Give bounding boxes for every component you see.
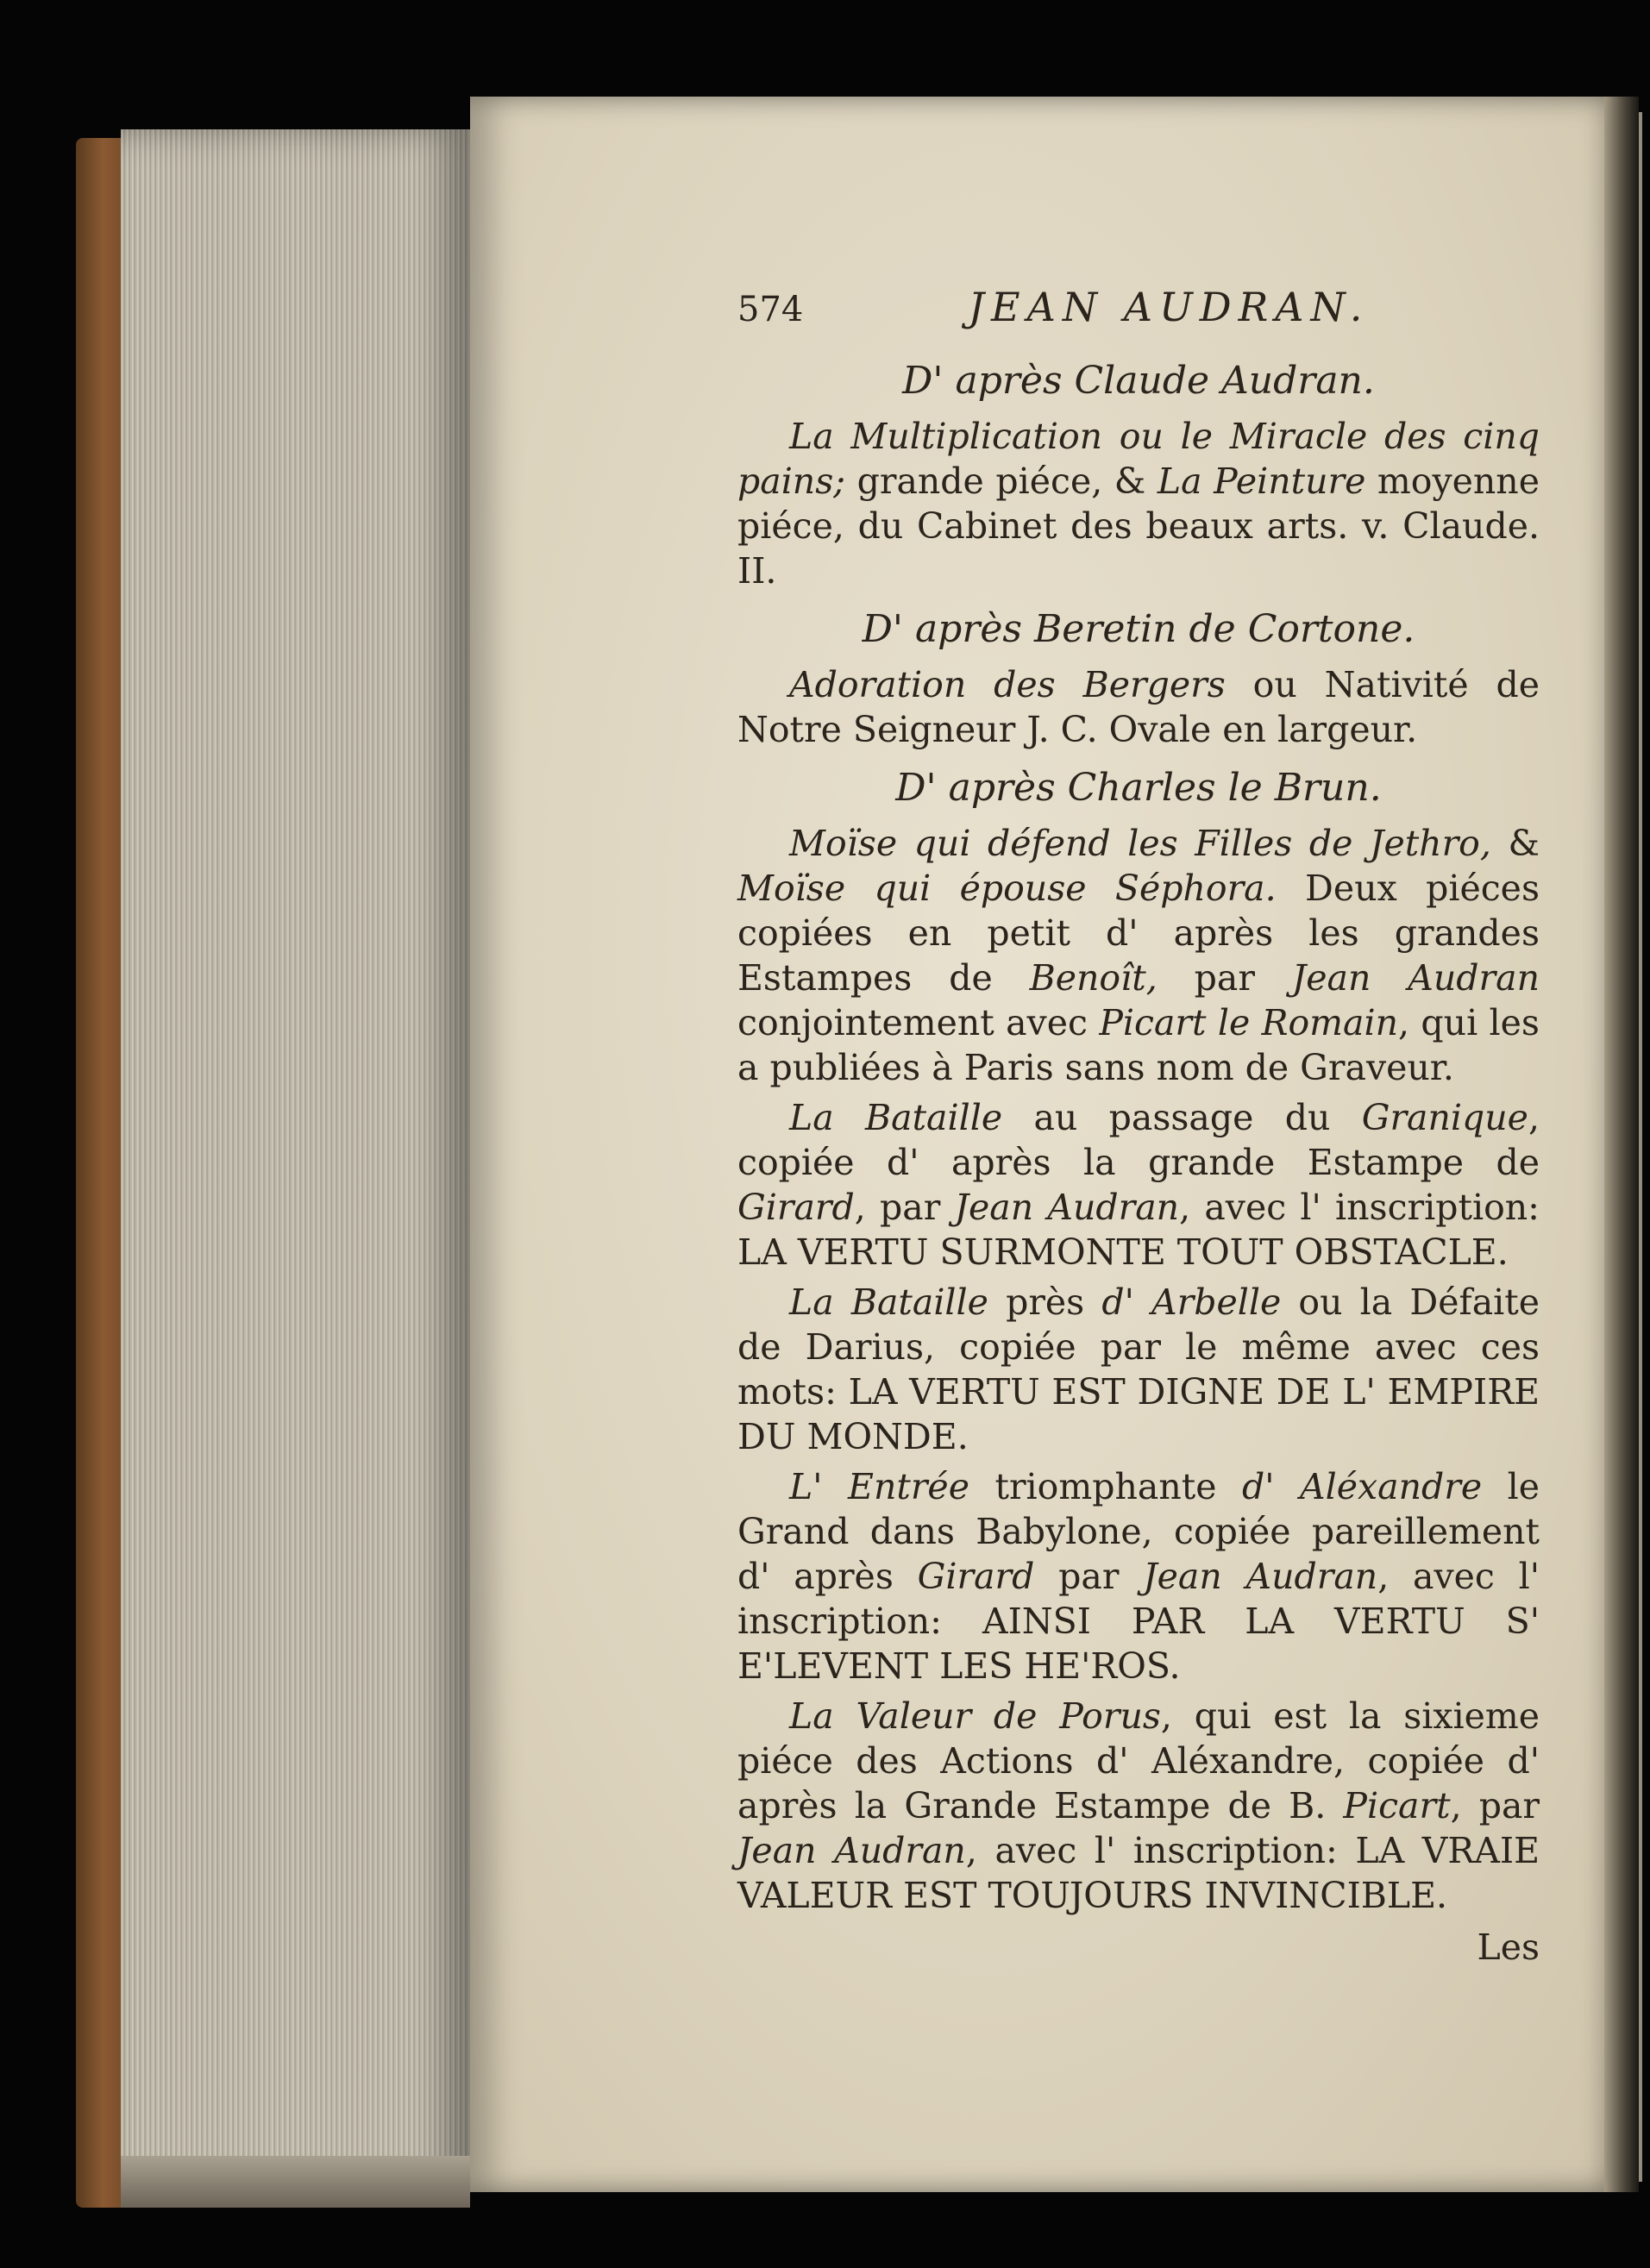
text-run: , qui les a publiées à Paris sans nom de Graveur. [737, 1002, 1540, 1088]
text-run: , avec l' inscription: LA VERTU SURMONTE TOUT OBSTACLE. [737, 1187, 1540, 1273]
section-heading: D' après Beretin de Cortone. [862, 607, 1415, 651]
entry-paragraph [737, 821, 1540, 1090]
text-run: Deux piéces copiées en petit d' après les grandes Estampes de [737, 868, 1540, 999]
text-run: , copiée d' après la grande Estampe de [737, 1097, 1540, 1183]
text-run: grande piéce, & [845, 460, 1158, 502]
italic-run: Picart [1343, 1785, 1451, 1826]
italic-run: Jean Audran [954, 1187, 1180, 1228]
text-run: , avec l' inscription: AINSI PAR LA VERTU S' E'LEVENT LES HE'ROS. [737, 1556, 1540, 1687]
text-run: moyenne piéce, du Cabinet des beaux arts. v. Claude. II. [737, 460, 1540, 592]
text-run: , avec l' inscription: LA VRAIE VALEUR EST TOUJOURS INVINCIBLE. [737, 1830, 1540, 1916]
italic-run: La Bataille [789, 1097, 1003, 1138]
catchword: Les [1477, 1927, 1540, 1968]
italic-run: Adoration des Bergers [789, 664, 1226, 705]
italic-run: La Valeur de Porus [789, 1695, 1161, 1737]
running-head [737, 285, 1540, 345]
text-run: près [988, 1281, 1102, 1323]
book-gutter [1604, 97, 1639, 2192]
text-run: par [1034, 1556, 1144, 1597]
entry-paragraph [737, 1095, 1540, 1275]
italic-run: Jean Audran [1291, 957, 1540, 999]
italic-run: La Multiplication ou le Miracle des cinq pains; [737, 416, 1540, 502]
italic-run: Picart le Romain [1099, 1002, 1399, 1043]
italic-run: Benoît, [1029, 957, 1158, 999]
text-run: ou la Défaite de Darius, copiée par le même avec ces mots: LA VERTU EST DIGNE DE L' EMPIRE DU MONDE. [737, 1281, 1540, 1457]
section-heading: D' après Claude Audran. [902, 359, 1375, 403]
italic-run: La Bataille [789, 1281, 988, 1323]
italic-run: La Peinture [1157, 460, 1366, 502]
entry-paragraph [737, 662, 1540, 752]
italic-run: Girard [917, 1556, 1035, 1597]
text-run: le Grand dans Babylone, copiée pareillement d' après [737, 1466, 1540, 1597]
text-run: ou Nativité de Notre Seigneur J. C. Ovale en largeur. [737, 664, 1540, 750]
italic-run: d' Aléxandre [1241, 1466, 1483, 1507]
entry-paragraph [737, 414, 1540, 593]
sections-container [737, 355, 1540, 1918]
text-run: , qui est la sixieme piéce des Actions d' Aléxandre, copiée d' après la Grande Estampe de B. [737, 1695, 1540, 1826]
italic-run: Girard [737, 1187, 855, 1228]
running-title: JEAN AUDRAN. [968, 284, 1370, 330]
italic-run: Moïse qui défend les Filles de Jethro, [789, 823, 1491, 864]
page-number: 574 [737, 290, 804, 329]
section-heading: D' après Charles le Brun. [895, 766, 1382, 810]
text-run: conjointement avec [737, 1002, 1100, 1043]
text-run: triomphante [969, 1466, 1242, 1507]
italic-run: d' Arbelle [1101, 1281, 1282, 1323]
text-run: , par [854, 1187, 955, 1228]
text-run: par [1157, 957, 1292, 999]
italic-run: Granique [1361, 1097, 1528, 1138]
page-text [737, 285, 1540, 1970]
italic-run: L' Entrée [789, 1466, 969, 1507]
entry-paragraph [737, 1694, 1540, 1918]
italic-run: Moïse qui épouse Séphora. [737, 868, 1277, 909]
text-run: , par [1450, 1785, 1540, 1826]
text-run: au passage du [1002, 1097, 1362, 1138]
entry-paragraph [737, 1280, 1540, 1459]
page-stack-bottom [121, 2156, 470, 2208]
italic-run: Jean Audran [1143, 1556, 1378, 1597]
entry-paragraph [737, 1464, 1540, 1688]
text-run: & [1490, 823, 1540, 864]
italic-run: Jean Audran [737, 1830, 966, 1871]
page-stack-edge [121, 129, 470, 2199]
